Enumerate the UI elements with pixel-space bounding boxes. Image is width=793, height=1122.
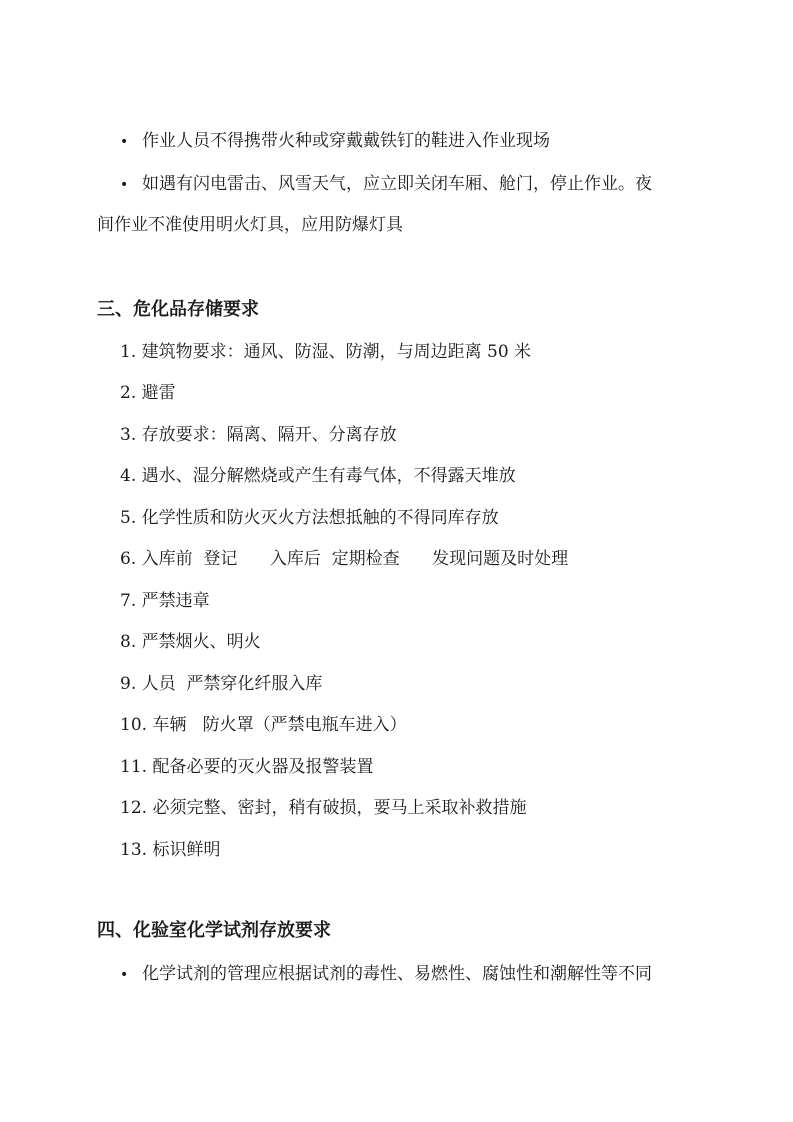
bullet-item xyxy=(120,129,550,154)
list-item: 8. 严禁烟火、明火 xyxy=(120,632,261,652)
bullet-continuation: 间作业不准使用明火灯具，应用防爆灯具 xyxy=(97,215,403,235)
list-item: 9. 人员 严禁穿化纤服入库 xyxy=(120,674,323,694)
section-heading-lab-reagents: 四、化验室化学试剂存放要求 xyxy=(97,920,331,941)
bullet-text: 作业人员不得携带火种或穿戴戴铁钉的鞋进入作业现场 xyxy=(142,131,550,151)
bullet-text: 化学试剂的管理应根据试剂的毒性、易燃性、腐蚀性和潮解性等不同 xyxy=(142,964,652,984)
bullet-dot: • xyxy=(120,177,129,193)
list-item: 12. 必须完整、密封，稍有破损，要马上采取补救措施 xyxy=(120,798,527,818)
list-item: 5. 化学性质和防火灭火方法想抵触的不得同库存放 xyxy=(120,508,499,528)
bullet-text: 如遇有闪电雷击、风雪天气，应立即关闭车厢、舱门，停止作业。夜 xyxy=(142,174,652,194)
bullet-item xyxy=(120,172,652,197)
list-item: 11. 配备必要的灭火器及报警装置 xyxy=(120,757,374,777)
list-item: 10. 车辆 防火罩（严禁电瓶车进入） xyxy=(120,715,407,735)
list-item: 2. 避雷 xyxy=(120,383,176,403)
bullet-item xyxy=(120,962,652,987)
list-item: 4. 遇水、湿分解燃烧或产生有毒气体，不得露天堆放 xyxy=(120,466,516,486)
list-item: 7. 严禁违章 xyxy=(120,591,210,611)
section-heading-storage: 三、危化品存储要求 xyxy=(97,299,259,320)
list-item: 13. 标识鲜明 xyxy=(120,840,221,860)
list-item: 3. 存放要求：隔离、隔开、分离存放 xyxy=(120,425,397,445)
bullet-dot: • xyxy=(120,967,129,983)
bullet-dot: • xyxy=(120,134,129,150)
list-item: 1. 建筑物要求：通风、防湿、防潮，与周边距离 50 米 xyxy=(120,342,532,362)
list-item: 6. 入库前 登记 入库后 定期检查 发现问题及时处理 xyxy=(120,549,569,569)
